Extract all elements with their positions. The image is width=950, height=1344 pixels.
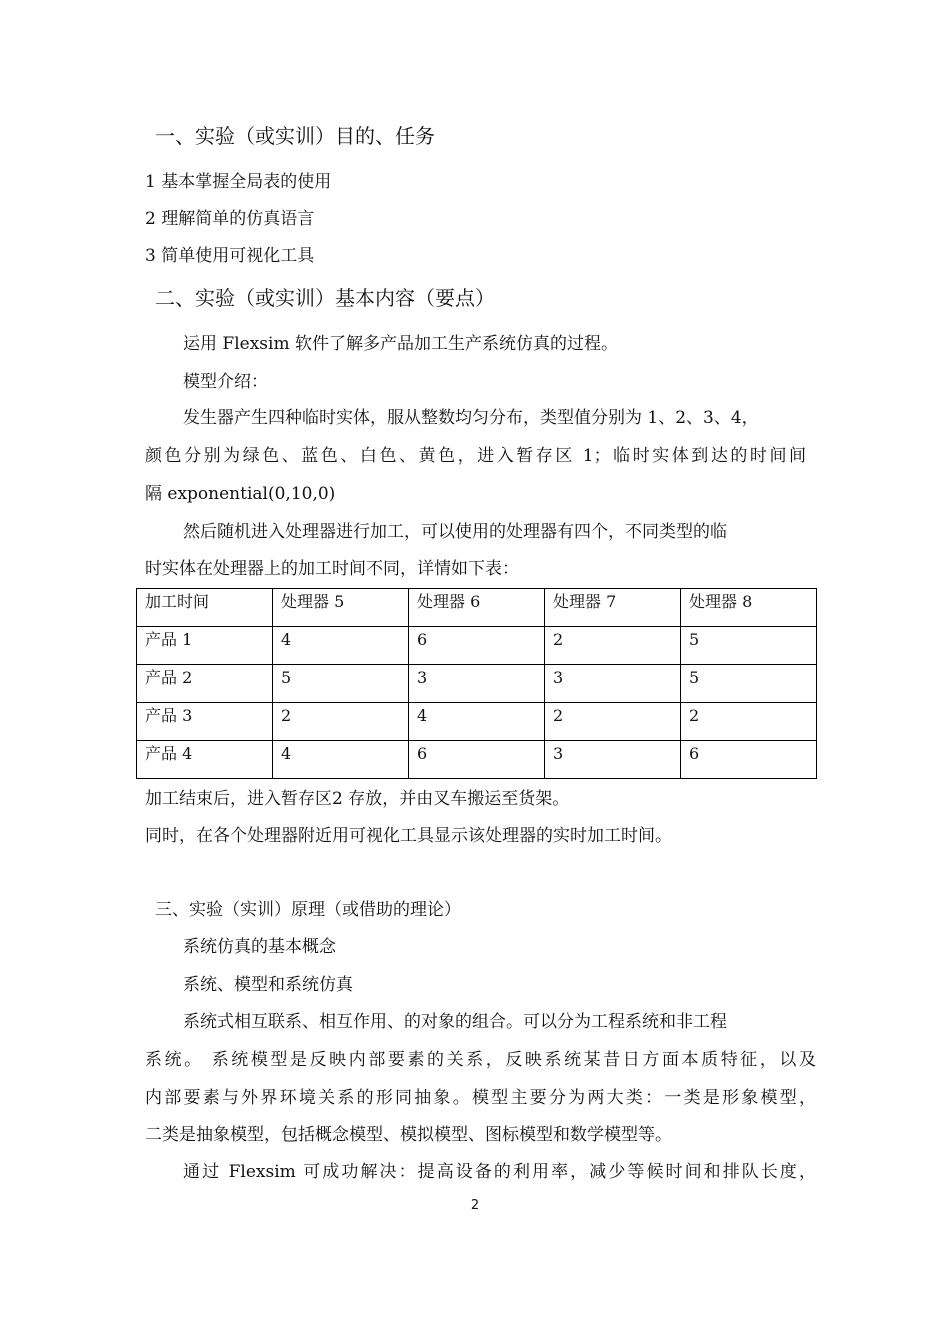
table-row [137,741,817,779]
section2-heading: 二、实验（或实训）基本内容（要点） [155,286,495,310]
table-row [137,703,817,741]
table-cell: 4 [273,741,409,779]
table-cell: 2 [545,703,681,741]
task-item-2: 2 理解简单的仿真语言 [145,209,315,229]
processor-line-2: 时实体在处理器上的加工时间不同，详情如下表： [145,559,519,579]
processor-line-1: 然后随机进入处理器进行加工，可以使用的处理器有四个，不同类型的临 [183,522,727,542]
table-row [137,627,817,665]
table-cell: 2 [545,627,681,665]
table-cell: 5 [273,665,409,703]
theory-line-2: 系统。 系统模型是反映内部要素的关系，反映系统某昔日方面本质特征，以及 [145,1050,816,1070]
model-intro-label: 模型介绍： [183,372,268,392]
theory-line-4: 二类是抽象模型，包括概念模型、模拟模型、图标模型和数学模型等。 [145,1125,672,1145]
table-header-cell: 处理器 8 [681,589,817,627]
table-header-cell: 加工时间 [137,589,273,627]
flexsim-line: 通过 Flexsim 可成功解决：提高设备的利用率，减少等候时间和排队长度， [183,1162,816,1182]
table-cell: 产品 1 [137,627,273,665]
section3-heading: 三、实验（实训）原理（或借助的理论） [155,900,461,920]
theory-line-1: 系统式相互联系、相互作用、的对象的组合。可以分为工程系统和非工程 [183,1012,727,1032]
generator-line-1: 发生器产生四种临时实体，服从整数均匀分布，类型值分别为 1、2、3、4， [183,408,759,428]
table-cell: 产品 2 [137,665,273,703]
table-cell: 5 [681,627,817,665]
table-header-cell: 处理器 6 [409,589,545,627]
task-item-1: 1 基本掌握全局表的使用 [145,172,332,192]
generator-line-3: 隔 exponential(0,10,0) [145,484,336,504]
table-cell: 产品 3 [137,703,273,741]
processing-time-table [136,588,817,779]
table-cell: 4 [409,703,545,741]
generator-line-2: 颜色分别为绿色、蓝色、白色、黄色，进入暂存区 1；临时实体到达的时间间 [145,446,806,466]
after-processing-line: 加工结束后，进入暂存区2 存放，并由叉车搬运至货架。 [145,789,570,809]
table-header-cell: 处理器 7 [545,589,681,627]
theory-line-3: 内部要素与外界环境关系的形同抽象。模型主要分为两大类：一类是形象模型， [145,1088,816,1108]
table-cell: 6 [681,741,817,779]
intro-paragraph: 运用 Flexsim 软件了解多产品加工生产系统仿真的过程。 [183,334,618,354]
table-cell: 3 [409,665,545,703]
table-cell: 2 [273,703,409,741]
task-item-3: 3 简单使用可视化工具 [145,246,315,266]
concept-title: 系统仿真的基本概念 [183,937,336,957]
table-cell: 6 [409,741,545,779]
section1-heading: 一、实验（或实训）目的、任务 [155,124,435,148]
table-cell: 5 [681,665,817,703]
table-row [137,665,817,703]
concept-subtitle: 系统、模型和系统仿真 [183,975,353,995]
table-cell: 3 [545,665,681,703]
table-cell: 3 [545,741,681,779]
table-header-row [137,589,817,627]
page-number: 2 [470,1198,480,1213]
table-cell: 6 [409,627,545,665]
visual-tool-line: 同时，在各个处理器附近用可视化工具显示该处理器的实时加工时间。 [145,826,672,846]
table-cell: 2 [681,703,817,741]
table-cell: 产品 4 [137,741,273,779]
table-header-cell: 处理器 5 [273,589,409,627]
table-cell: 4 [273,627,409,665]
